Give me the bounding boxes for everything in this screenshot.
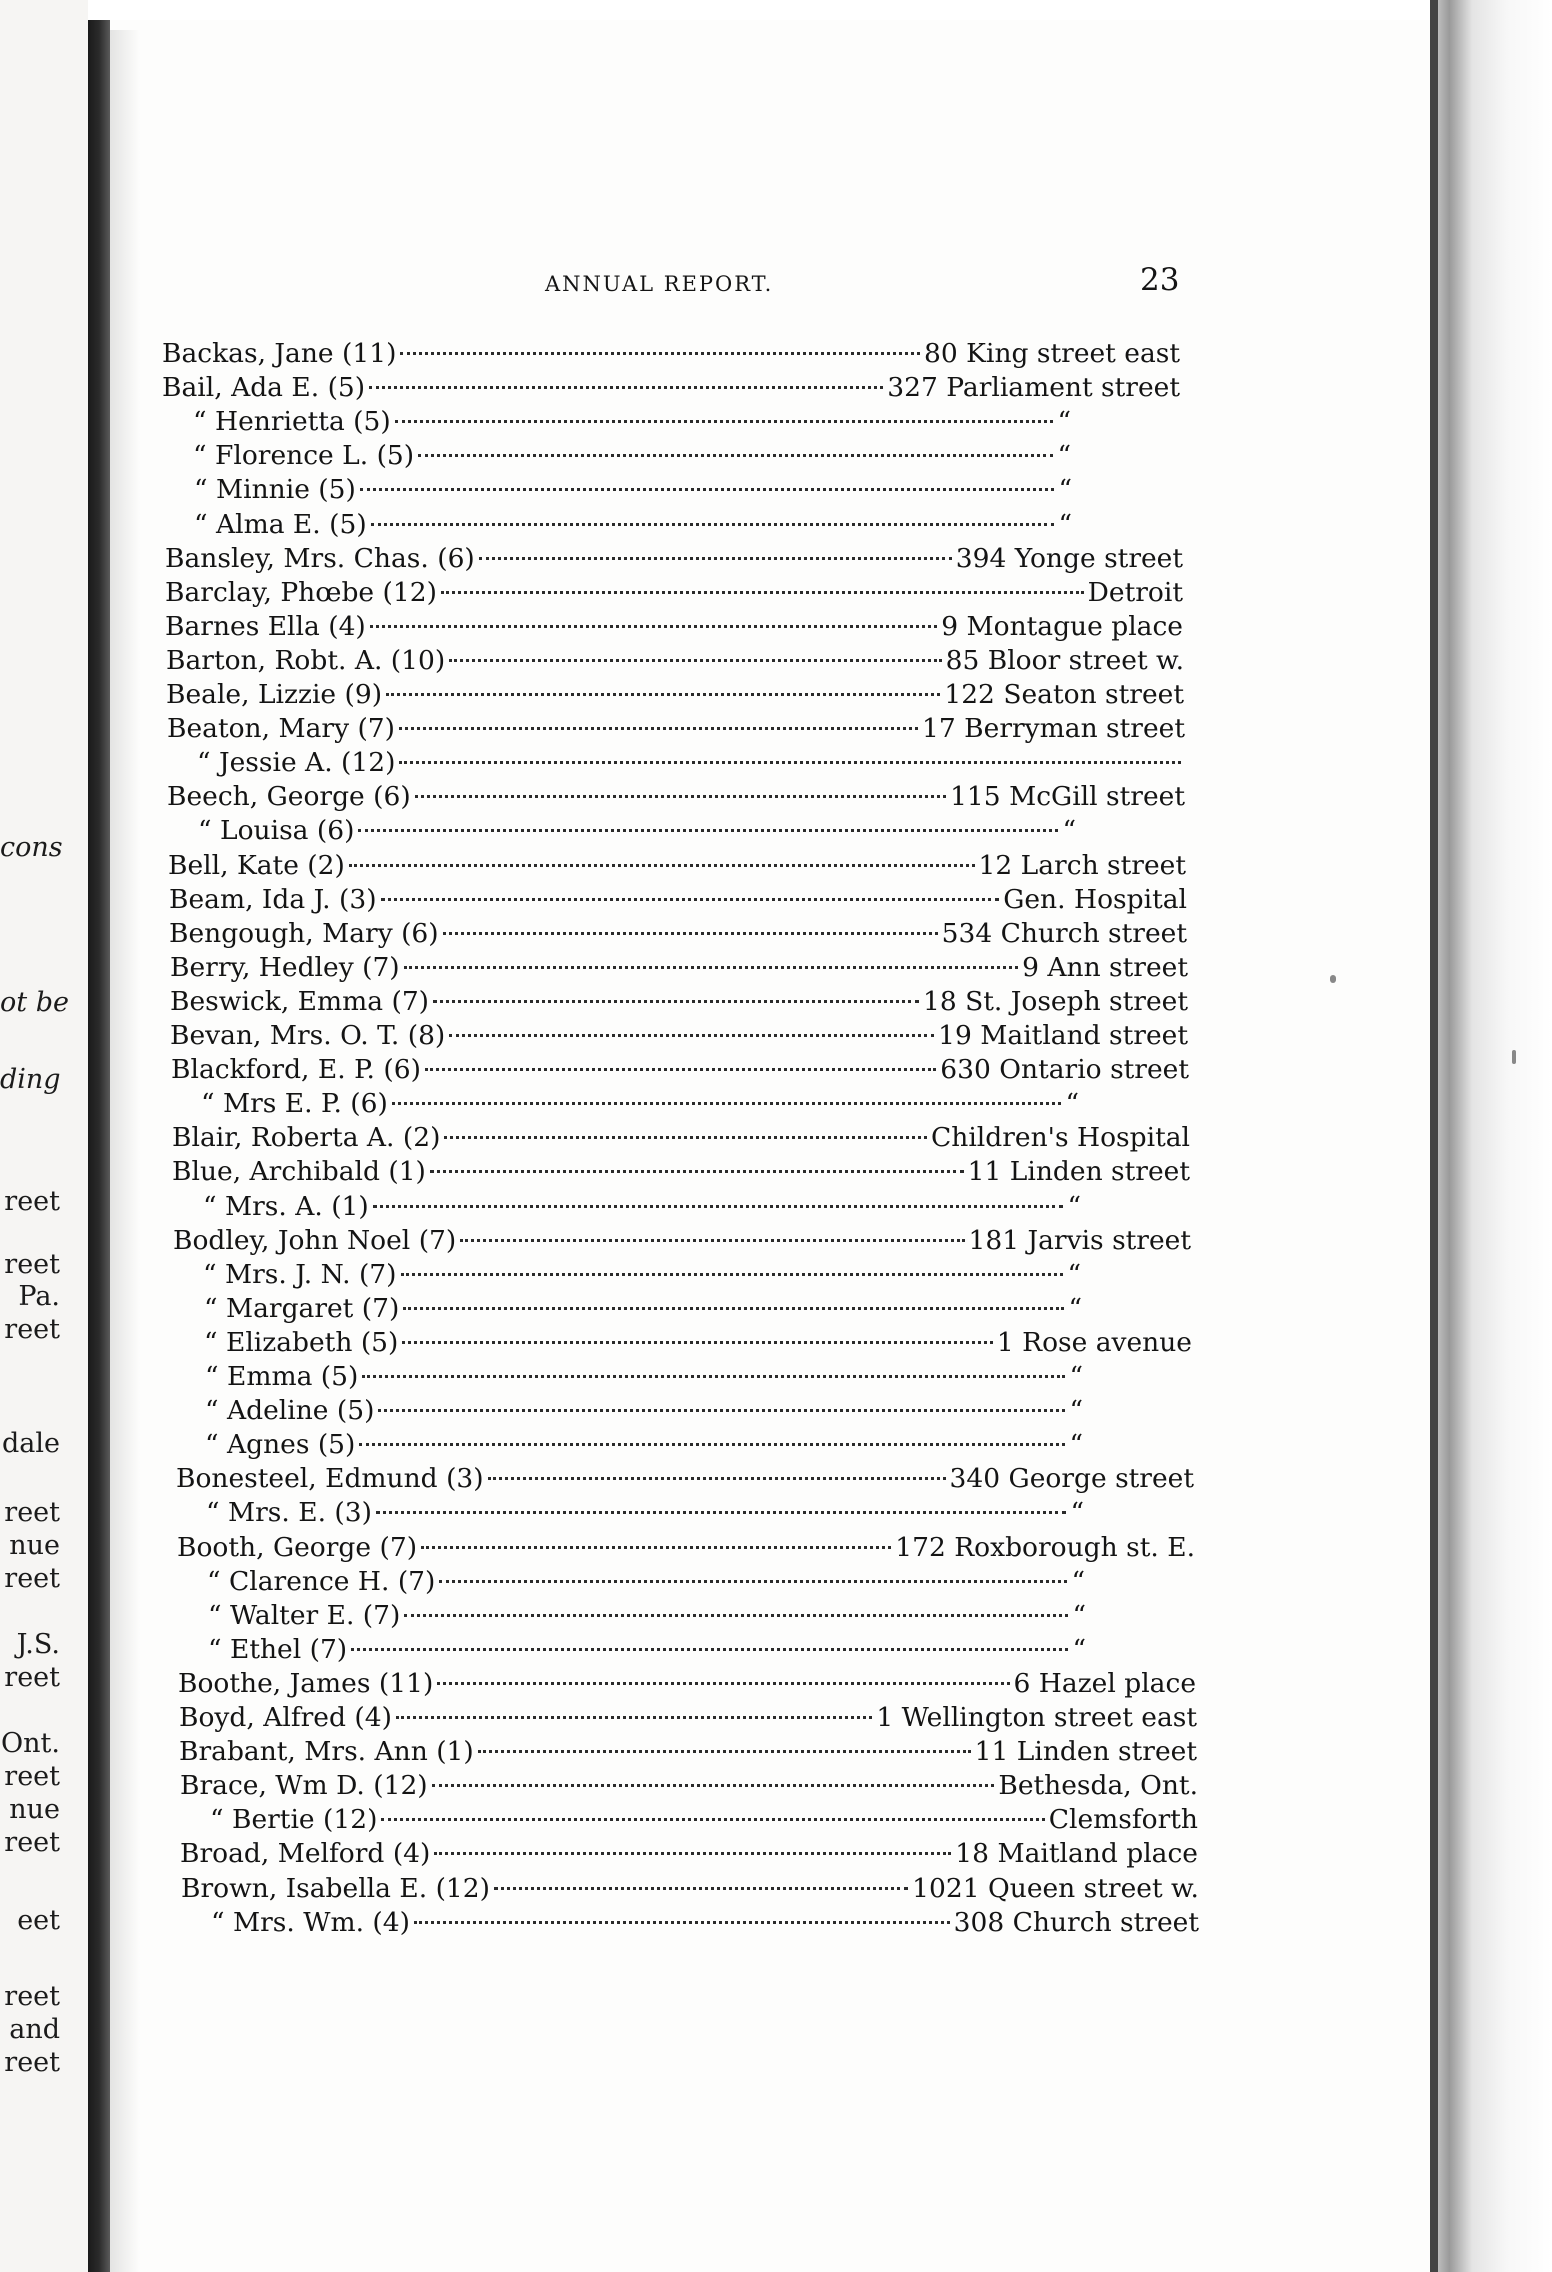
entry-address: 11 Linden street: [967, 1156, 1190, 1187]
margin-fragment: reet: [4, 2047, 60, 2078]
entry-name: Blackford, E. P. (6): [171, 1054, 421, 1085]
entry-name: “ Emma (5): [205, 1361, 359, 1392]
directory-entry: [171, 1053, 1189, 1087]
dot-leader: [437, 1682, 1009, 1685]
directory-entry: [165, 576, 1183, 610]
gutter-shadow: [110, 30, 140, 2272]
entry-address: “: [1072, 1634, 1086, 1665]
entry-address: 19 Maitland street: [938, 1020, 1188, 1051]
dot-leader: [433, 1000, 919, 1003]
book-gutter: [88, 20, 110, 2272]
directory-entry: [173, 1190, 1191, 1224]
dot-leader: [349, 864, 975, 867]
entry-name: “ Louisa (6): [198, 815, 355, 846]
directory-entry: [162, 371, 1180, 405]
entry-name: Boyd, Alfred (4): [179, 1702, 392, 1733]
entry-address: “: [1071, 1566, 1085, 1597]
entry-name: Booth, George (7): [177, 1532, 418, 1563]
directory-entry: [175, 1428, 1193, 1462]
margin-fragment: dale: [2, 1428, 60, 1459]
entry-address: 9 Ann street: [1022, 952, 1188, 983]
dot-leader: [460, 1239, 964, 1242]
entry-address: “: [1070, 1497, 1084, 1528]
dot-leader: [430, 1170, 964, 1173]
entry-address: “: [1069, 1429, 1083, 1460]
directory-entry: [168, 849, 1186, 883]
running-head: ANNUAL REPORT.: [545, 272, 774, 296]
dot-leader: [399, 761, 1181, 764]
directory-entry: [162, 337, 1180, 371]
entry-name: Beswick, Emma (7): [170, 986, 430, 1017]
entry-name: Backas, Jane (11): [162, 338, 397, 369]
dot-leader: [488, 1477, 946, 1480]
entry-address: Children's Hospital: [930, 1122, 1190, 1153]
entry-name: Bonesteel, Edmund (3): [176, 1463, 484, 1494]
entry-name: Bansley, Mrs. Chas. (6): [165, 543, 475, 574]
dot-leader: [396, 1716, 872, 1719]
margin-fragment: Pa.: [18, 1281, 60, 1312]
page-edges: [1438, 0, 1552, 2272]
entry-address: 18 Maitland place: [955, 1838, 1198, 1869]
entry-address: Detroit: [1087, 577, 1183, 608]
entry-name: Berry, Hedley (7): [170, 952, 400, 983]
dot-leader: [434, 1852, 951, 1855]
entry-name: Brace, Wm D. (12): [180, 1770, 428, 1801]
dot-leader: [404, 966, 1018, 969]
entry-name: Brown, Isabella E. (12): [181, 1873, 490, 1904]
dot-leader: [478, 1750, 971, 1753]
margin-fragment: reet: [4, 1827, 60, 1858]
page-number: 23: [1140, 262, 1180, 298]
entry-address: “: [1068, 1293, 1082, 1324]
entry-address: 122 Seaton street: [944, 679, 1184, 710]
directory-entry: [178, 1633, 1196, 1667]
dot-leader: [399, 727, 918, 730]
dot-leader: [381, 1818, 1044, 1821]
entry-address: 534 Church street: [941, 918, 1187, 949]
margin-fragment: reet: [4, 1249, 60, 1280]
directory-entry: [177, 1565, 1195, 1599]
dot-leader: [449, 1034, 934, 1037]
entry-name: “ Jessie A. (12): [197, 747, 396, 778]
directory-entry: [175, 1394, 1193, 1428]
directory-entry: [167, 746, 1185, 780]
directory-entry: [181, 1906, 1199, 1940]
margin-fragment: and: [9, 2014, 60, 2045]
directory-entry: [167, 780, 1185, 814]
directory-entry: [176, 1496, 1194, 1530]
entry-name: “ Minnie (5): [194, 474, 356, 505]
dot-leader: [404, 1614, 1068, 1617]
dot-leader: [386, 693, 940, 696]
ink-mark: [1512, 1050, 1516, 1064]
entry-name: “ Ethel (7): [208, 1634, 348, 1665]
entry-name: Blair, Roberta A. (2): [172, 1122, 441, 1153]
entry-name: Beam, Ida J. (3): [169, 884, 377, 915]
entry-address: 308 Church street: [953, 1907, 1199, 1938]
entry-address: Bethesda, Ont.: [998, 1770, 1198, 1801]
dot-leader: [402, 1341, 992, 1344]
entry-address: “: [1069, 1395, 1083, 1426]
entry-name: “ Mrs. A. (1): [203, 1191, 369, 1222]
directory-entry: [176, 1462, 1194, 1496]
entry-address: 1 Rose avenue: [996, 1327, 1192, 1358]
entry-name: “ Bertie (12): [210, 1804, 378, 1835]
dot-leader: [400, 352, 920, 355]
margin-fragment: eet: [17, 1905, 60, 1936]
directory-entry: [166, 644, 1184, 678]
entry-name: Blue, Archibald (1): [172, 1156, 426, 1187]
directory-entry: [165, 610, 1183, 644]
ink-speck: [1330, 975, 1336, 983]
entry-name: Barton, Robt. A. (10): [166, 645, 446, 676]
directory-entry: [170, 985, 1188, 1019]
entry-name: “ Alma E. (5): [194, 509, 367, 540]
directory-entry: [179, 1735, 1197, 1769]
directory-entry: [167, 712, 1185, 746]
entry-address: 1 Wellington street east: [876, 1702, 1197, 1733]
dot-leader: [494, 1887, 908, 1890]
dot-leader: [441, 591, 1084, 594]
margin-fragment: reet: [4, 1186, 60, 1217]
margin-fragment: reet: [4, 1497, 60, 1528]
dot-leader: [370, 625, 937, 628]
entry-name: Boothe, James (11): [178, 1668, 434, 1699]
directory-entry: [173, 1224, 1191, 1258]
entry-name: “ Agnes (5): [205, 1429, 356, 1460]
entry-address: “: [1058, 474, 1072, 505]
entry-name: Bell, Kate (2): [168, 850, 345, 881]
entry-name: “ Mrs. E. (3): [206, 1497, 372, 1528]
entry-name: Beaton, Mary (7): [167, 713, 396, 744]
directory-entry: [175, 1360, 1193, 1394]
dot-leader: [403, 1307, 1064, 1310]
entry-address: “: [1058, 509, 1072, 540]
margin-fragment: ot be: [0, 987, 69, 1018]
entry-address: 80 King street east: [924, 338, 1180, 369]
entry-address: 17 Berryman street: [922, 713, 1185, 744]
entry-name: Broad, Melford (4): [180, 1838, 431, 1869]
directory-entry: [169, 883, 1187, 917]
entry-address: “: [1067, 1259, 1081, 1290]
entry-address: Gen. Hospital: [1003, 884, 1187, 915]
entry-name: “ Mrs. J. N. (7): [203, 1259, 397, 1290]
entry-name: Bail, Ada E. (5): [162, 372, 366, 403]
dot-leader: [358, 829, 1058, 832]
entry-address: 327 Parliament street: [887, 372, 1180, 403]
directory-entry: [165, 542, 1183, 576]
dot-leader: [415, 795, 946, 798]
dot-leader: [360, 488, 1055, 491]
dot-leader: [425, 1068, 936, 1071]
entry-address: 181 Jarvis street: [968, 1225, 1191, 1256]
margin-fragment: cons: [0, 832, 63, 863]
margin-fragment: reet: [4, 1761, 60, 1792]
directory-entry: [170, 951, 1188, 985]
directory-entry: [173, 1258, 1191, 1292]
entry-address: “: [1057, 440, 1071, 471]
dot-leader: [432, 1784, 995, 1787]
entry-address: 1021 Queen street w.: [912, 1873, 1199, 1904]
entry-address: 115 McGill street: [950, 781, 1185, 812]
margin-fragment: Ont.: [1, 1728, 60, 1759]
left-facing-page: [0, 0, 88, 2272]
directory-entry: [181, 1872, 1199, 1906]
margin-fragment: ding: [0, 1064, 61, 1095]
entry-name: “ Clarence H. (7): [207, 1566, 436, 1597]
dot-leader: [392, 1102, 1062, 1105]
entry-name: Barclay, Phœbe (12): [165, 577, 437, 608]
entry-name: “ Adeline (5): [205, 1395, 375, 1426]
margin-fragment: nue: [9, 1530, 60, 1561]
entry-name: Bodley, John Noel (7): [173, 1225, 457, 1256]
dot-leader: [362, 1375, 1065, 1378]
dot-leader: [376, 1511, 1066, 1514]
directory-entry: [180, 1803, 1198, 1837]
entry-name: Barnes Ella (4): [165, 611, 366, 642]
entry-address: 11 Linden street: [974, 1736, 1197, 1767]
entry-name: Beech, George (6): [167, 781, 411, 812]
dot-leader: [421, 1546, 891, 1549]
entry-name: Brabant, Mrs. Ann (1): [179, 1736, 474, 1767]
directory-entry: [166, 678, 1184, 712]
directory-entry: [180, 1769, 1198, 1803]
directory-entry: [163, 439, 1181, 473]
directory-entry: [172, 1121, 1190, 1155]
dot-leader: [418, 454, 1053, 457]
entry-address: 12 Larch street: [978, 850, 1186, 881]
dot-leader: [401, 1273, 1064, 1276]
directory-entry: [164, 473, 1182, 507]
entry-name: “ Florence L. (5): [193, 440, 415, 471]
directory-entry: [179, 1701, 1197, 1735]
dot-leader: [381, 898, 1000, 901]
entry-address: “: [1072, 1600, 1086, 1631]
dot-leader: [395, 420, 1054, 423]
entry-address: 630 Ontario street: [940, 1054, 1189, 1085]
entry-name: “ Walter E. (7): [208, 1600, 401, 1631]
entry-name: “ Henrietta (5): [193, 406, 391, 437]
entry-address: 340 George street: [949, 1463, 1194, 1494]
margin-fragment: reet: [4, 1981, 60, 2012]
entry-name: “ Elizabeth (5): [204, 1327, 399, 1358]
margin-fragment: nue: [9, 1794, 60, 1825]
entry-address: “: [1065, 1088, 1079, 1119]
entry-address: 172 Roxborough st. E.: [895, 1532, 1195, 1563]
dot-leader: [443, 932, 938, 935]
directory-entry: [178, 1667, 1196, 1701]
margin-fragment: J.S.: [16, 1629, 60, 1660]
directory-entry: [163, 405, 1181, 439]
entry-address: 6 Hazel place: [1013, 1668, 1196, 1699]
dot-leader: [414, 1921, 950, 1924]
entry-address: “: [1069, 1361, 1083, 1392]
entry-address: “: [1067, 1191, 1081, 1222]
dot-leader: [359, 1443, 1065, 1446]
directory-entry: [174, 1292, 1192, 1326]
entry-name: Beale, Lizzie (9): [166, 679, 383, 710]
directory-entry: [169, 917, 1187, 951]
entry-name: Bengough, Mary (6): [169, 918, 439, 949]
entry-address: 18 St. Joseph street: [922, 986, 1188, 1017]
entry-name: “ Mrs. Wm. (4): [211, 1907, 410, 1938]
dot-leader: [449, 659, 941, 662]
dot-leader: [371, 523, 1055, 526]
entry-address: “: [1062, 815, 1076, 846]
dot-leader: [444, 1136, 927, 1139]
directory-entry: [180, 1837, 1198, 1871]
dot-leader: [369, 386, 883, 389]
dot-leader: [351, 1648, 1068, 1651]
margin-fragment: reet: [4, 1563, 60, 1594]
entry-name: “ Margaret (7): [204, 1293, 400, 1324]
directory-entry: [178, 1599, 1196, 1633]
margin-fragment: reet: [4, 1662, 60, 1693]
entry-address: Clemsforth: [1048, 1804, 1198, 1835]
directory-entry: [174, 1326, 1192, 1360]
entry-address: 394 Yonge street: [955, 543, 1183, 574]
directory-entry: [172, 1155, 1190, 1189]
entry-address: “: [1057, 406, 1071, 437]
entry-name: Bevan, Mrs. O. T. (8): [170, 1020, 446, 1051]
directory-entry: [164, 508, 1182, 542]
entry-address: 85 Bloor street w.: [945, 645, 1184, 676]
margin-fragment: reet: [4, 1314, 60, 1345]
directory-entry: [168, 814, 1186, 848]
directory-entry: [171, 1087, 1189, 1121]
dot-leader: [378, 1409, 1065, 1412]
entry-address: 9 Montague place: [941, 611, 1183, 642]
page-edge-line: [1430, 0, 1438, 2272]
dot-leader: [439, 1580, 1067, 1583]
dot-leader: [373, 1205, 1064, 1208]
directory-entry: [177, 1531, 1195, 1565]
dot-leader: [479, 557, 952, 560]
entry-name: “ Mrs E. P. (6): [201, 1088, 388, 1119]
directory-entry: [170, 1019, 1188, 1053]
